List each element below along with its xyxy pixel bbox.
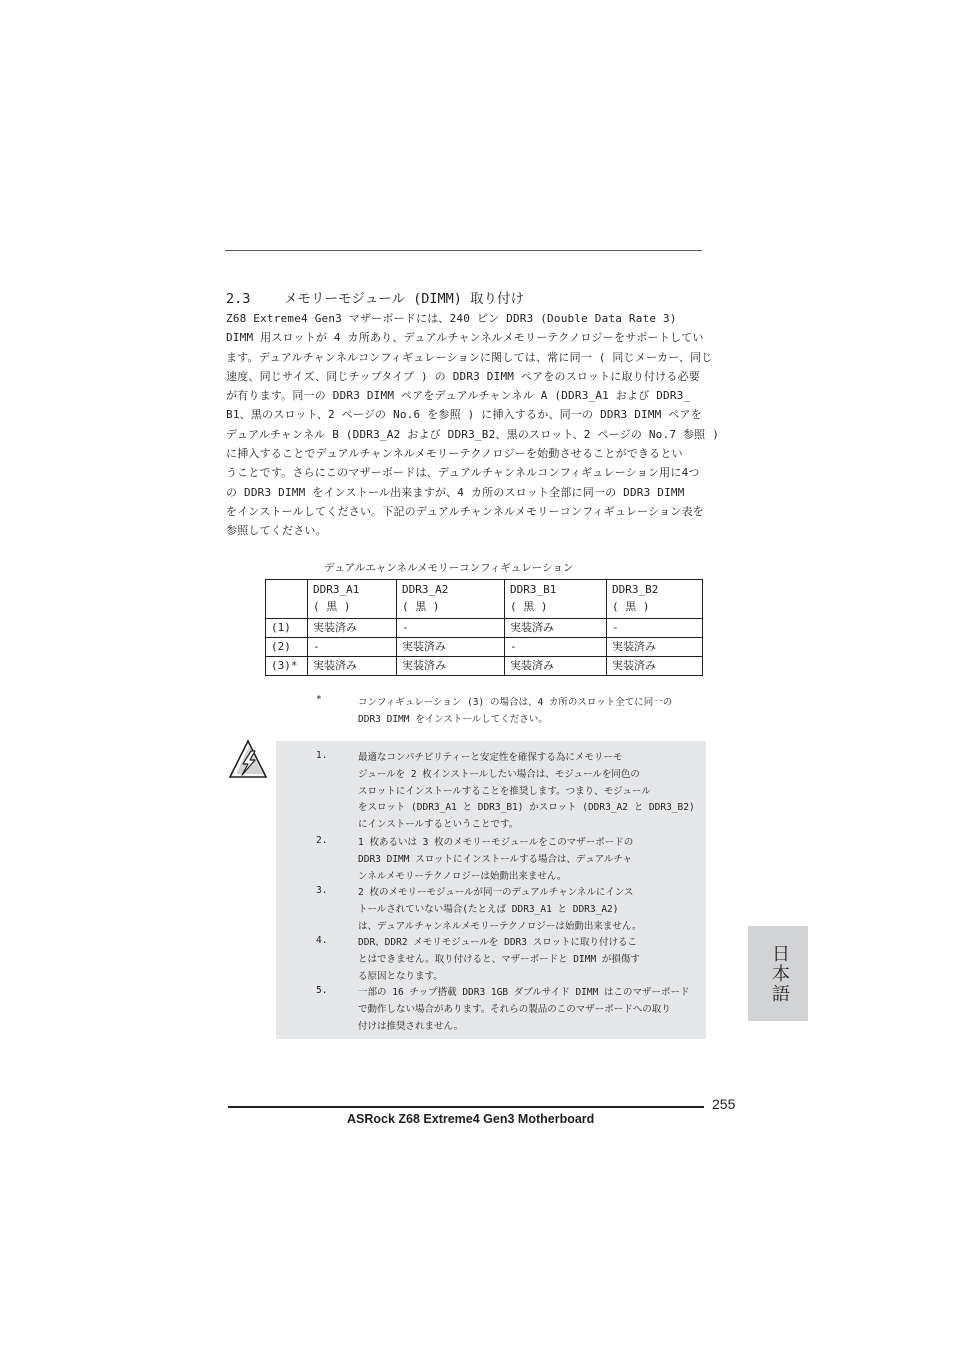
footnote-line: DDR3 DIMM をインストールしてください。: [358, 714, 548, 725]
table-cell: 実装済み: [607, 638, 703, 657]
table-corner-cell: [266, 580, 308, 619]
table-caption: デュアルエャンネルメモリーコンフィギュレーション: [324, 562, 574, 574]
note-line: 2 枚のメモリーモジュールが同一のデュアルチャンネルにインス: [358, 887, 634, 898]
language-tab: [748, 926, 808, 1021]
note-line: にインストールするということです。: [358, 819, 519, 831]
note-line: は、デュアルチャンネルメモリーテクノロジーは始動出来ません。: [358, 920, 642, 932]
section-heading: [226, 287, 524, 307]
note-number: 5.: [316, 985, 328, 996]
table-cell: 実装済み: [505, 657, 607, 676]
note-line: る原因となります。: [358, 970, 443, 982]
header-rule: [225, 250, 702, 251]
table-cell: -: [308, 638, 397, 657]
note-line: DDR3 DIMM スロットにインストールする場合は、デュアルチャ: [358, 853, 633, 865]
body-line: 速度、同じサイズ、同じチップタイプ ) の DDR3 DIMM ペアをのスロットに取り付ける必要: [226, 369, 700, 383]
footer-title: ASRock Z68 Extreme4 Gen3 Motherboard: [347, 1112, 595, 1126]
table-cell: -: [397, 619, 505, 638]
body-line: 参照してください。: [226, 524, 327, 538]
note-line: 一部の 16 チップ搭載 DDR3 1GB ダブルサイド DIMM はこのマザーボード: [358, 987, 690, 998]
note-item: [316, 885, 642, 935]
table-row: [266, 657, 703, 676]
note-line: 最適なコンパチビリティーと安定性を確保する為にメモリーモ: [358, 752, 623, 763]
table-cell: 実装済み: [397, 657, 505, 676]
body-line: B1、黒のスロット、2 ページの No.6 を参照 ) に挿入するか、同一の DDR3 DIMM ペアを: [226, 408, 702, 422]
table-header-cell: DDR3_B2 ( 黒 ): [607, 580, 703, 619]
table-row: [266, 638, 703, 657]
table-header-row: [266, 580, 703, 619]
table-header-cell: DDR3_A1 ( 黒 ): [308, 580, 397, 619]
body-line: DIMM 用スロットが 4 カ所あり、デュアルチャンネルメモリーテクノロジーをサポートしてい: [226, 331, 704, 345]
table-header-cell: DDR3_B1 ( 黒 ): [505, 580, 607, 619]
note-line: DDR、DDR2 メモリモジュールを DDR3 スロットに取り付けるこ: [358, 937, 638, 948]
memory-config-table: [265, 579, 703, 676]
body-paragraph: [226, 309, 720, 541]
note-line: とはできません。取り付けると、マザーボードと DIMM が損傷す: [358, 953, 640, 965]
note-item: [316, 985, 690, 1035]
note-line: ンネルメモリーテクノロジーは始動出来ません。: [358, 870, 567, 882]
section-number: 2.3: [226, 291, 251, 307]
table-cell: 実装済み: [607, 657, 703, 676]
note-item: [316, 935, 640, 985]
note-number: 3.: [316, 885, 328, 896]
notes-box: [276, 741, 706, 1039]
body-line: ます。デュアルチャンネルコンフィギュレーションに関しては、常に同一 ( 同じメーカー、同じ: [226, 350, 713, 364]
body-line: の DDR3 DIMM をインストール出来ますが、4 カ所のスロット全部に同一の DDR3 DIMM: [226, 485, 685, 499]
note-line: 1 枚あるいは 3 枚のメモリーモジュールをこのマザーボードの: [358, 837, 634, 848]
table-cell: 実装済み: [308, 657, 397, 676]
note-line: トールされていない場合(たとえば DDR3_A1 と DDR3_A2): [358, 903, 619, 915]
page-number: 255: [712, 1096, 736, 1112]
note-number: 2.: [316, 835, 328, 846]
caution-lightning-icon: [228, 739, 268, 779]
body-line: が有ります。同一の DDR3 DIMM ペアをデュアルチャンネル A (DDR3_A1 および DDR3_: [226, 389, 691, 403]
note-item: [316, 835, 634, 885]
body-line: に挿入することでデュアルチャンネルメモリーテクノロジーを始動させることができるとい: [226, 447, 683, 461]
language-tab-label: 日本語: [769, 944, 790, 1004]
note-line: ジュールを 2 枚インストールしたい場合は、モジュールを同色の: [358, 768, 640, 780]
table-header-cell: DDR3_A2 ( 黒 ): [397, 580, 505, 619]
table-cell: -: [505, 638, 607, 657]
note-line: 付けは推奨されません。: [358, 1020, 464, 1032]
row-label: (2): [266, 638, 308, 657]
table-cell: 実装済み: [308, 619, 397, 638]
note-number: 1.: [316, 750, 328, 761]
table-footnote: [316, 694, 673, 728]
note-number: 4.: [316, 935, 328, 946]
body-line: うことです。さらにこのマザーボードは、デュアルチャンネルコンフィギュレーション用に4つ: [226, 466, 700, 480]
footnote-line: コンフィギュレーション (3) の場合は、4 カ所のスロット全てに同一の: [358, 697, 673, 708]
body-line: デュアルチャンネル B (DDR3_A2 および DDR3_B2、黒のスロット、2 ページの No.7 参照 ): [226, 427, 720, 441]
body-line: をインストールしてください。下記のデュアルチャンネルメモリーコンフィギュレーション表を: [226, 504, 704, 518]
footer-rule: [228, 1106, 704, 1108]
table-cell: 実装済み: [397, 638, 505, 657]
note-line: スロットにインストールすることを推奨します。つまり、モジュール: [358, 785, 651, 797]
row-label: (1): [266, 619, 308, 638]
section-title: メモリーモジュール (DIMM) 取り付け: [284, 291, 524, 307]
table-row: [266, 619, 703, 638]
row-label: (3)*: [266, 657, 308, 676]
footnote-mark: *: [316, 694, 322, 705]
note-line: をスロット (DDR3_A1 と DDR3_B1) かスロット (DDR3_A2 と DDR3_B2): [358, 802, 695, 814]
body-line: Z68 Extreme4 Gen3 マザーボードには、240 ピン DDR3 (Double Data Rate 3): [226, 312, 677, 325]
note-line: で動作しない場合があります。それらの製品のこのマザーボードへの取り: [358, 1003, 671, 1015]
table-cell: -: [607, 619, 703, 638]
note-item: [316, 750, 695, 834]
table-cell: 実装済み: [505, 619, 607, 638]
